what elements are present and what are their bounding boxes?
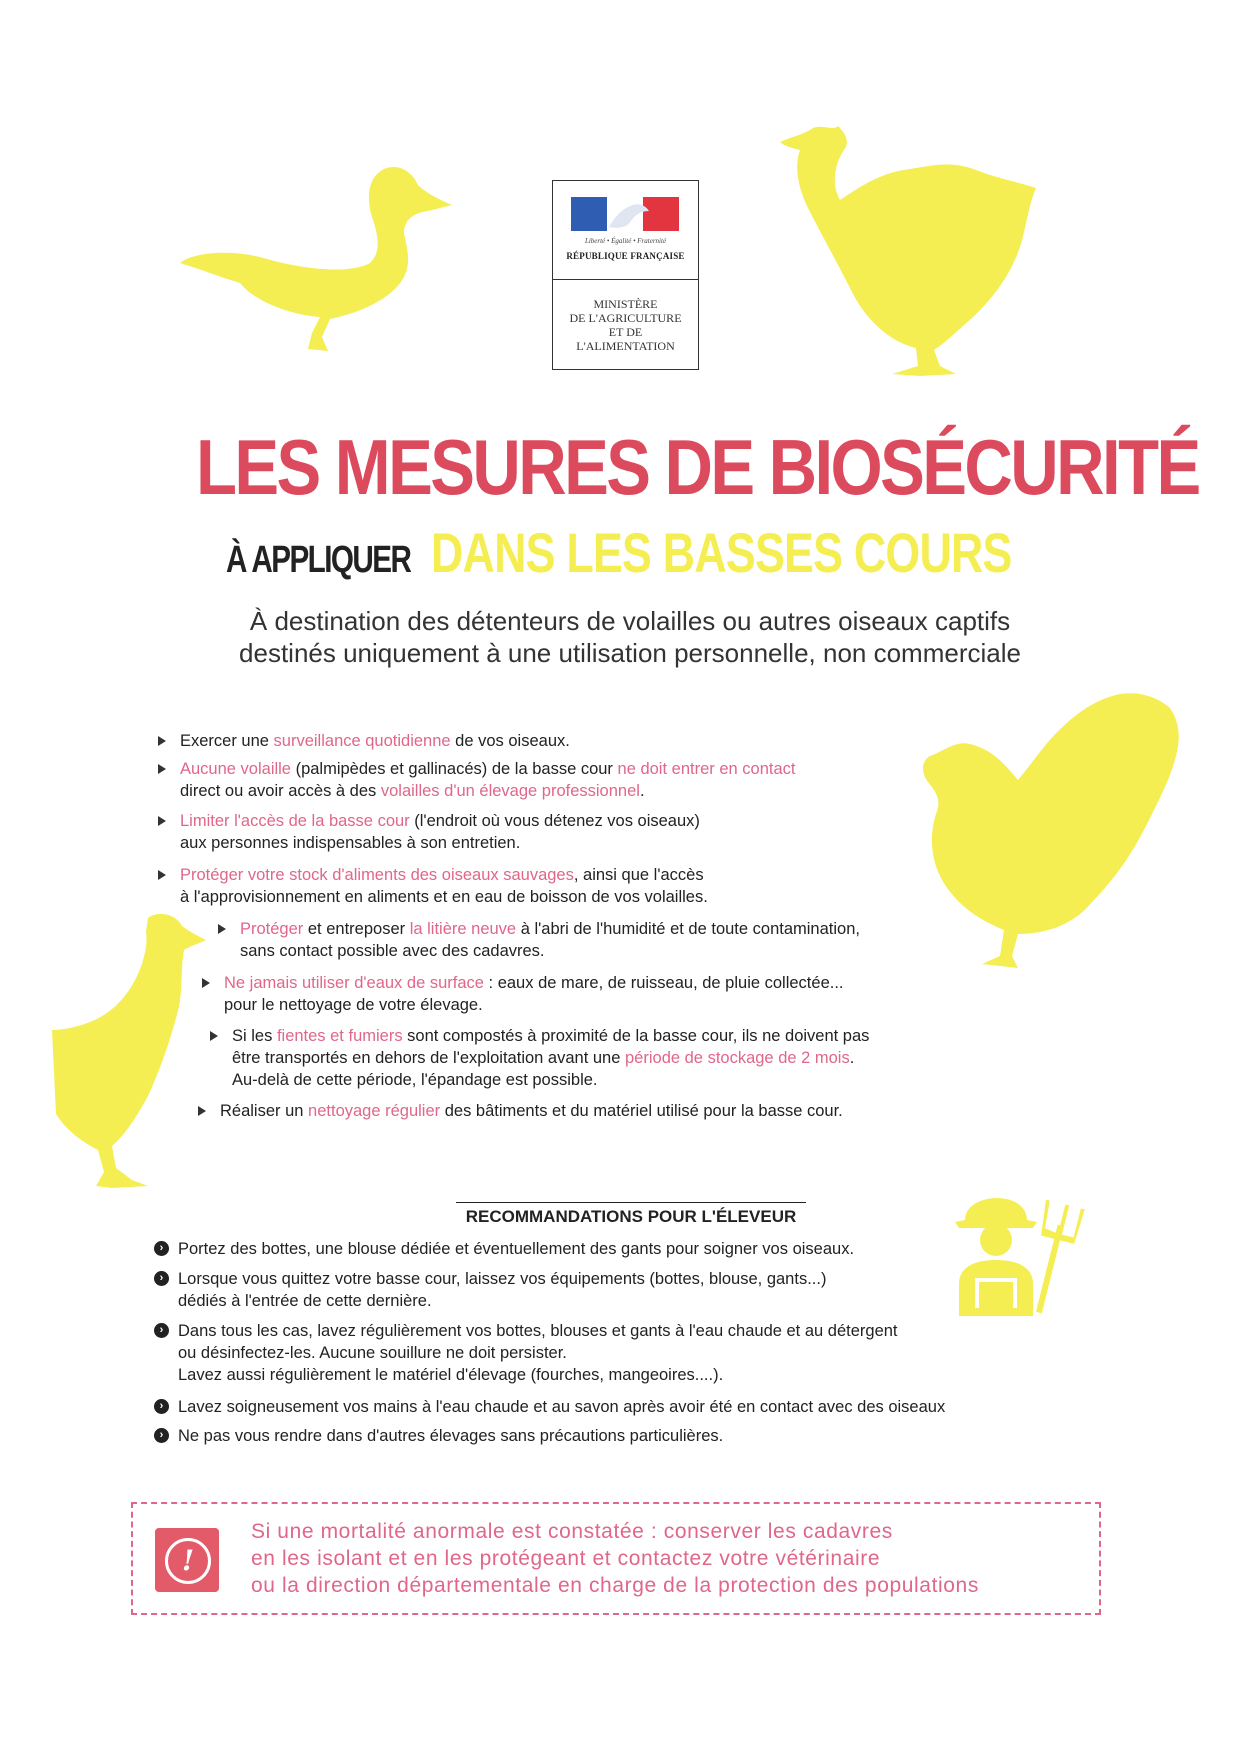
measure-line [220,1100,843,1122]
arrow-circle-icon: › [154,1323,169,1338]
measure-line [224,972,844,994]
highlighted-text: Protéger [240,920,304,938]
arrow-circle-icon: › [154,1241,169,1256]
text-segment: pour le nettoyage de votre élevage. [224,996,483,1014]
duck-icon [180,165,460,365]
measure-line [232,1047,869,1069]
triangle-bullet-icon [218,924,226,934]
measure-text [180,730,570,752]
text-segment: Au-delà de cette période, l'épandage est possible. [232,1071,598,1089]
recommendation-line: Dans tous les cas, lavez régulièrement vos bottes, blouses et gants à l'eau chaude et au détergent [178,1322,898,1340]
recommendation-text [178,1425,723,1447]
recommendation-text [178,1320,898,1386]
text-segment: à l'abri de l'humidité et de toute contamination, [516,920,860,938]
measure-text [180,810,700,854]
text-segment: , ainsi que l'accès [573,866,704,884]
measure-item [180,810,700,854]
recommendation-item [159,1396,946,1418]
measure-item [232,1025,869,1091]
recommendation-line: Lavez soigneusement vos mains à l'eau chaude et au savon après avoir été en contact avec des oiseaux [178,1398,946,1416]
recommendation-item [159,1238,855,1260]
recommendations-title: RECOMMANDATIONS POUR L'ÉLEVEUR [456,1202,806,1227]
ministry-line: L'ALIMENTATION [576,339,675,353]
guinea-fowl-icon [52,910,212,1210]
measure-line [224,994,844,1016]
text-segment: sans contact possible avec des cadavres. [240,942,545,960]
recommendation-line: Lorsque vous quittez votre basse cour, laissez vos équipements (bottes, blouse, gants...) [178,1270,827,1288]
recommendation-item [159,1320,898,1386]
highlighted-text: la litière neuve [409,920,517,938]
turkey-icon [900,690,1180,975]
triangle-bullet-icon [210,1031,218,1041]
highlighted-text: Limiter l'accès de la basse cour [180,812,410,830]
measure-line [240,940,860,962]
farmer-icon [945,1198,1085,1318]
alert-line: en les isolant et en les protégeant et contactez votre vétérinaire [251,1547,881,1570]
alert-line: Si une mortalité anormale est constatée : conserver les cadavres [251,1520,893,1543]
measure-text [224,972,844,1016]
alert-line: ou la direction départementale en charge de la protection des populations [251,1574,979,1597]
recommendation-line: Lavez aussi régulièrement le matériel d'élevage (fourches, mangeoires....). [178,1366,724,1384]
hen-icon [780,122,1045,382]
recommendation-text [178,1238,854,1260]
triangle-bullet-icon [202,978,210,988]
measure-text [232,1025,869,1091]
triangle-bullet-icon [158,736,166,746]
page-title: LES MESURES DE BIOSÉCURITÉ [196,423,1199,511]
highlighted-text: volailles d'un élevage professionnel [380,782,640,800]
triangle-bullet-icon [158,870,166,880]
subtitle-part-1: À APPLIQUER [226,539,411,581]
republique-francaise: RÉPUBLIQUE FRANÇAISE [566,251,685,261]
mortality-alert-box [131,1502,1101,1615]
measure-item [180,864,708,908]
highlighted-text: Protéger votre stock d'aliments des oiseaux sauvages [180,866,574,884]
recommendation-item [159,1268,827,1312]
audience-line: destinés uniquement à une utilisation personnelle, non commerciale [239,638,1021,668]
measure-line [180,864,708,886]
ministry-line: ET DE [608,325,643,339]
ministry-logo [552,180,699,370]
recommendation-text [178,1268,826,1312]
text-segment: de vos oiseaux. [450,732,570,750]
measure-line [240,918,860,940]
text-segment: . [849,1049,855,1067]
recommendation-line: Portez des bottes, une blouse dédiée et éventuellement des gants pour soigner vos oiseaux. [178,1240,855,1258]
measure-text [180,758,795,802]
measure-text [180,864,708,908]
recommendation-line: dédiés à l'entrée de cette dernière. [178,1292,432,1310]
measure-item [180,730,570,752]
measure-text [240,918,860,962]
text-segment: Réaliser un [220,1102,309,1120]
measure-line [232,1069,869,1091]
measure-item [220,1100,843,1122]
triangle-bullet-icon [158,816,166,826]
text-segment: aux personnes indispensables à son entretien. [180,834,521,852]
ministry-line: MINISTÈRE [593,297,658,311]
alert-text [251,1518,1091,1599]
measure-line [180,832,700,854]
text-segment: : eaux de mare, de ruisseau, de pluie collectée... [483,974,844,992]
text-segment: à l'approvisionnement en aliments et en eau de boisson de vos volailles. [180,888,708,906]
text-segment: être transportés en dehors de l'exploitation avant une [232,1049,625,1067]
triangle-bullet-icon [198,1106,206,1116]
arrow-circle-icon: › [154,1399,169,1414]
arrow-circle-icon: › [154,1271,169,1286]
measure-line [180,758,795,780]
highlighted-text: Aucune volaille [180,760,291,778]
arrow-circle-icon: › [154,1428,169,1443]
exclamation-icon: ! [165,1538,211,1584]
subtitle-part-2: DANS LES BASSES COURS [430,521,1012,584]
recommendation-item [159,1425,724,1447]
highlighted-text: ne doit entrer en contact [617,760,796,778]
measure-item [224,972,844,1016]
text-segment: Exercer une [180,732,274,750]
recommendation-text [178,1396,945,1418]
marianne-flag-icon [571,197,679,231]
text-segment: (l'endroit où vous détenez vos oiseaux) [409,812,700,830]
text-segment: . [639,782,645,800]
recommendation-line: ou désinfectez-les. Aucune souillure ne doit persister. [178,1344,567,1362]
republic-motto: Liberté • Égalité • Fraternité [584,237,667,245]
text-segment: Si les [232,1027,277,1045]
recommendation-line: Ne pas vous rendre dans d'autres élevages sans précautions particulières. [178,1427,724,1445]
warning-icon [155,1528,219,1592]
page-subtitle [226,520,1157,585]
highlighted-text: fientes et fumiers [276,1027,403,1045]
ministry-line: DE L'AGRICULTURE [569,311,682,325]
measure-line [180,810,700,832]
text-segment: des bâtiments et du matériel utilisé pour la basse cour. [440,1102,843,1120]
measure-line [180,886,708,908]
measure-text [220,1100,843,1122]
measure-line [232,1025,869,1047]
text-segment: et entreposer [303,920,410,938]
triangle-bullet-icon [158,764,166,774]
text-segment: direct ou avoir accès à des [180,782,381,800]
marianne-block [553,181,698,280]
audience-line: À destination des détenteurs de volailles ou autres oiseaux captifs [249,606,1011,636]
measure-item [240,918,860,962]
highlighted-text: surveillance quotidienne [273,732,451,750]
highlighted-text: période de stockage de 2 mois [625,1049,850,1067]
audience-statement [200,605,1060,669]
text-segment: sont compostés à proximité de la basse cour, ils ne doivent pas [402,1027,870,1045]
measure-line [180,780,795,802]
ministry-name [553,297,698,353]
measure-item [180,758,795,802]
measure-line [180,730,570,752]
highlighted-text: Ne jamais utiliser d'eaux de surface [224,974,484,992]
text-segment: (palmipèdes et gallinacés) de la basse cour [291,760,618,778]
highlighted-text: nettoyage régulier [308,1102,441,1120]
